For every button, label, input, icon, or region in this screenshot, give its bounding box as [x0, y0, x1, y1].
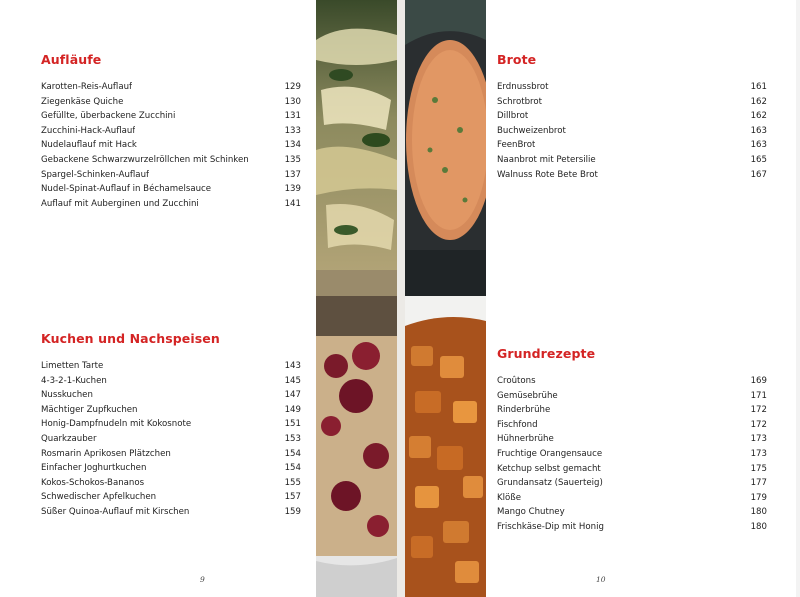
toc-entry-page: 154 [284, 448, 301, 459]
toc-entry-page: 171 [750, 390, 767, 401]
toc-entry-page: 162 [750, 111, 767, 122]
toc-entry [497, 138, 767, 153]
section-grundrezepte [497, 346, 767, 535]
toc-entry-page: 147 [284, 390, 301, 401]
toc-entry-title: Kokos-Schokos-Bananos [41, 477, 145, 488]
toc-entry-title: Erdnussbrot [497, 82, 549, 92]
toc-entry [497, 109, 767, 124]
toc-list [497, 374, 767, 535]
section-kuchen-und-nachspeisen [41, 331, 301, 520]
toc-entry [497, 520, 767, 535]
toc-entry [41, 505, 301, 520]
toc-entry [497, 491, 767, 506]
toc-entry-title: Einfacher Joghurtkuchen [41, 463, 147, 474]
toc-entry [41, 197, 301, 212]
toc-entry [497, 168, 767, 183]
toc-entry [41, 461, 301, 476]
toc-entry-page: 172 [750, 419, 767, 430]
toc-entry-title: Klöße [497, 492, 521, 503]
toc-entry-title: Fischfond [497, 419, 538, 430]
toc-entry-page: 159 [284, 506, 301, 517]
toc-entry [41, 182, 301, 197]
toc-entry [497, 462, 767, 477]
toc-list [41, 359, 301, 520]
toc-entry-page: 175 [750, 463, 767, 474]
toc-entry [41, 388, 301, 403]
toc-entry-title: Ketchup selbst gemacht [497, 463, 601, 474]
toc-entry [41, 109, 301, 124]
toc-entry-page: 151 [284, 419, 301, 430]
toc-entry-page: 169 [750, 376, 767, 386]
flatbread-in-pan-photo [405, 0, 486, 296]
toc-entry [497, 447, 767, 462]
toc-entry-page: 167 [750, 169, 767, 180]
toc-entry-title: Hühnerbrühe [497, 434, 554, 445]
toc-entry [41, 168, 301, 183]
toc-entry [497, 95, 767, 110]
section-title: Brote [497, 52, 537, 67]
toc-entry-page: 131 [284, 111, 301, 122]
toc-entry-page: 129 [284, 82, 301, 92]
toc-entry [41, 417, 301, 432]
toc-entry-title: Nudelauflauf mit Hack [41, 140, 137, 151]
left-page [0, 0, 316, 597]
toc-entry-title: Fruchtige Orangensauce [497, 448, 603, 459]
toc-entry-title: Rinderbrühe [497, 405, 551, 416]
toc-entry [41, 374, 301, 389]
toc-entry-page: 162 [750, 96, 767, 107]
toc-entry-title: Grundansatz (Sauerteig) [497, 478, 603, 489]
toc-entry-title: Gefüllte, überbackene Zucchini [41, 111, 176, 122]
toc-entry-page: 173 [750, 434, 767, 445]
toc-entry [41, 95, 301, 110]
page-number: 9 [200, 575, 205, 584]
toc-entry-title: Schwedischer Apfelkuchen [41, 492, 157, 503]
toc-entry-title: Spargel-Schinken-Auflauf [41, 169, 150, 180]
quinoa-cherry-dessert-photo [316, 296, 397, 597]
toc-entry-title: Nudel-Spinat-Auflauf in Béchamelsauce [41, 184, 212, 195]
toc-entry-title: Quarkzauber [41, 433, 97, 444]
toc-entry-title: Nusskuchen [41, 390, 93, 401]
toc-entry-title: Mächtiger Zupfkuchen [41, 404, 138, 415]
toc-entry [41, 476, 301, 491]
toc-entry-page: 173 [750, 448, 767, 459]
page-gutter [397, 0, 405, 597]
toc-entry-title: Buchweizenbrot [497, 125, 566, 136]
toc-entry-title: Rosmarin Aprikosen Plätzchen [41, 448, 171, 459]
toc-entry-title: Mango Chutney [497, 507, 565, 518]
page-number: 10 [596, 575, 606, 584]
toc-entry-page: 137 [284, 169, 301, 180]
toc-entry-page: 163 [750, 125, 767, 136]
toc-entry-title: Ziegenkäse Quiche [41, 96, 124, 107]
toc-entry [41, 403, 301, 418]
toc-entry-title: Croûtons [497, 376, 536, 386]
toc-entry [41, 359, 301, 374]
toc-entry [41, 80, 301, 95]
toc-entry [41, 153, 301, 168]
toc-entry-page: 153 [284, 433, 301, 444]
toc-list [41, 80, 301, 211]
section-title: Grundrezepte [497, 346, 596, 361]
toc-entry-title: Dillbrot [497, 111, 529, 122]
toc-entry-page: 149 [284, 404, 301, 415]
page-edge [796, 0, 800, 597]
toc-entry-page: 161 [750, 82, 767, 92]
toc-entry-page: 163 [750, 140, 767, 151]
toc-entry [497, 80, 767, 95]
toc-entry-title: Karotten-Reis-Auflauf [41, 82, 133, 92]
toc-entry [41, 138, 301, 153]
toc-entry [497, 403, 767, 418]
pasta-spinach-casserole-photo [316, 0, 397, 296]
toc-entry-page: 177 [750, 478, 767, 489]
toc-entry-title: Süßer Quinoa-Auflauf mit Kirschen [41, 506, 190, 517]
toc-entry [497, 505, 767, 520]
toc-entry-title: FeenBrot [497, 140, 536, 151]
toc-entry-page: 180 [750, 507, 767, 518]
toc-entry-page: 180 [750, 521, 767, 532]
toc-entry [41, 432, 301, 447]
toc-entry [497, 389, 767, 404]
section-title: Aufläufe [41, 52, 102, 67]
toc-entry-page: 130 [284, 96, 301, 107]
toc-entry-title: Walnuss Rote Bete Brot [497, 169, 598, 180]
toc-entry-title: Limetten Tarte [41, 361, 104, 371]
toc-entry-title: Schrotbrot [497, 96, 543, 107]
toc-entry [41, 447, 301, 462]
toc-entry [41, 490, 301, 505]
toc-entry-page: 135 [284, 154, 301, 165]
toc-entry-page: 157 [284, 492, 301, 503]
toc-entry-page: 165 [750, 154, 767, 165]
toc-entry [497, 124, 767, 139]
toc-entry-title: Gebackene Schwarzwurzelröllchen mit Schinken [41, 154, 249, 165]
toc-entry-page: 141 [284, 198, 301, 209]
toc-entry-page: 143 [284, 361, 301, 371]
toc-entry-title: 4-3-2-1-Kuchen [41, 375, 107, 386]
toc-entry-page: 155 [284, 477, 301, 488]
toc-entry [497, 418, 767, 433]
toc-list [497, 80, 767, 182]
section-auflaeufe [41, 52, 301, 211]
toc-entry [497, 153, 767, 168]
toc-entry-title: Gemüsebrühe [497, 390, 558, 401]
toc-entry-title: Auflauf mit Auberginen und Zucchini [41, 198, 199, 209]
section-title: Kuchen und Nachspeisen [41, 331, 220, 346]
toc-entry-page: 139 [284, 184, 301, 195]
croutons-bowl-photo [405, 296, 486, 597]
toc-entry-page: 133 [284, 125, 301, 136]
toc-entry [497, 374, 767, 389]
toc-entry-page: 172 [750, 405, 767, 416]
toc-entry-title: Naanbrot mit Petersilie [497, 154, 596, 165]
toc-entry-page: 134 [284, 140, 301, 151]
right-page [486, 0, 800, 597]
toc-entry-page: 145 [284, 375, 301, 386]
toc-entry [497, 432, 767, 447]
toc-entry [497, 476, 767, 491]
toc-entry [41, 124, 301, 139]
toc-entry-page: 179 [750, 492, 767, 503]
toc-entry-page: 154 [284, 463, 301, 474]
toc-entry-title: Zucchini-Hack-Auflauf [41, 125, 136, 136]
section-brote [497, 52, 767, 182]
toc-entry-title: Frischkäse-Dip mit Honig [497, 521, 604, 532]
toc-entry-title: Honig-Dampfnudeln mit Kokosnote [41, 419, 192, 430]
